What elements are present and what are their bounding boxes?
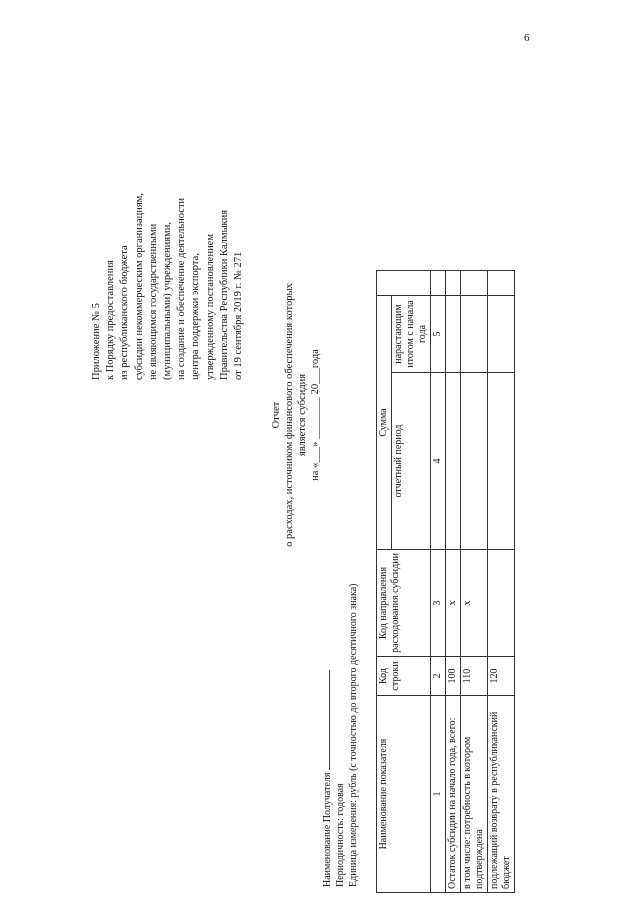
row-code: 100: [446, 657, 461, 696]
periodicity-line: Периодичность: годовая: [335, 783, 346, 887]
appendix-line: на создание и обеспечение деятельности: [176, 197, 188, 380]
row-extra: [488, 271, 515, 296]
table-number-row: [431, 271, 446, 893]
appendix-line: (муниципальными) учреждениями,: [162, 222, 174, 380]
row-name: подлежащий возврату в республиканский бюджет: [488, 696, 515, 893]
appendix-line: от 19 сентября 2019 г. № 271: [233, 251, 245, 380]
recipient-line: Наименование Получателя: [320, 584, 334, 887]
table-row: [488, 271, 515, 893]
row-period-value[interactable]: [461, 373, 488, 550]
header-sum: Сумма: [377, 296, 392, 550]
col-number: 5: [431, 296, 446, 373]
appendix-line: субсидии некоммерческим организациям,: [133, 192, 145, 380]
row-name: Остаток субсидии на начало года, всего:: [446, 696, 461, 893]
header-cumulative: нарастающим итогом с начала года: [392, 296, 431, 373]
fill-line: [320, 670, 330, 770]
table-header-row: [377, 271, 392, 893]
col-number-empty: [431, 271, 446, 296]
header-code: Код строки: [377, 657, 431, 696]
row-period-value[interactable]: [488, 373, 515, 550]
col-number: 2: [431, 657, 446, 696]
header-extra: [377, 271, 431, 296]
row-cumulative-value[interactable]: [446, 296, 461, 373]
appendix-line: к Порядку предоставления: [105, 260, 117, 380]
row-code: 110: [461, 657, 488, 696]
report-meta: [320, 584, 360, 887]
row-direction: x: [461, 550, 488, 657]
appendix-block: [90, 60, 246, 380]
table-row: [446, 271, 461, 893]
row-cumulative-value[interactable]: [461, 296, 488, 373]
header-period: отчетный период: [392, 373, 431, 550]
row-code: 120: [488, 657, 515, 696]
row-extra: [461, 271, 488, 296]
col-number: 3: [431, 550, 446, 657]
appendix-line: Приложение № 5: [91, 303, 102, 380]
row-name: в том числе: потребность в котором подтверждена: [461, 696, 488, 893]
unit-line: Единица измерения: рубль (с точностью до второго десятичного знака): [348, 583, 359, 887]
col-number: 4: [431, 373, 446, 550]
report-table: [376, 270, 515, 893]
row-period-value[interactable]: [446, 373, 461, 550]
appendix-line: из республиканского бюджета: [119, 245, 131, 380]
header-direction: Код направления расходования субсидии: [377, 550, 431, 657]
table-row: [461, 271, 488, 893]
appendix-line: не являющимся государственными: [147, 223, 159, 380]
appendix-line: Правительства Республики Калмыкия: [218, 209, 230, 380]
col-number: 1: [431, 696, 446, 893]
row-direction: [488, 550, 515, 657]
header-name: Наименование показателя: [377, 696, 431, 893]
page-number: 6: [524, 32, 530, 44]
row-cumulative-value[interactable]: [488, 296, 515, 373]
appendix-line: центра поддержки экспорта,: [190, 253, 202, 380]
appendix-line: утвержденному постановлением: [204, 233, 216, 380]
row-extra: [446, 271, 461, 296]
rotated-page: [0, 5, 640, 905]
title-line: о расходах, источником финансового обеспечения которых является субсидия: [284, 283, 308, 547]
report-title: [270, 265, 322, 565]
row-direction: x: [446, 550, 461, 657]
title-line: Отчет: [271, 401, 282, 429]
title-line: на «___» ________ 20___года: [310, 349, 321, 481]
